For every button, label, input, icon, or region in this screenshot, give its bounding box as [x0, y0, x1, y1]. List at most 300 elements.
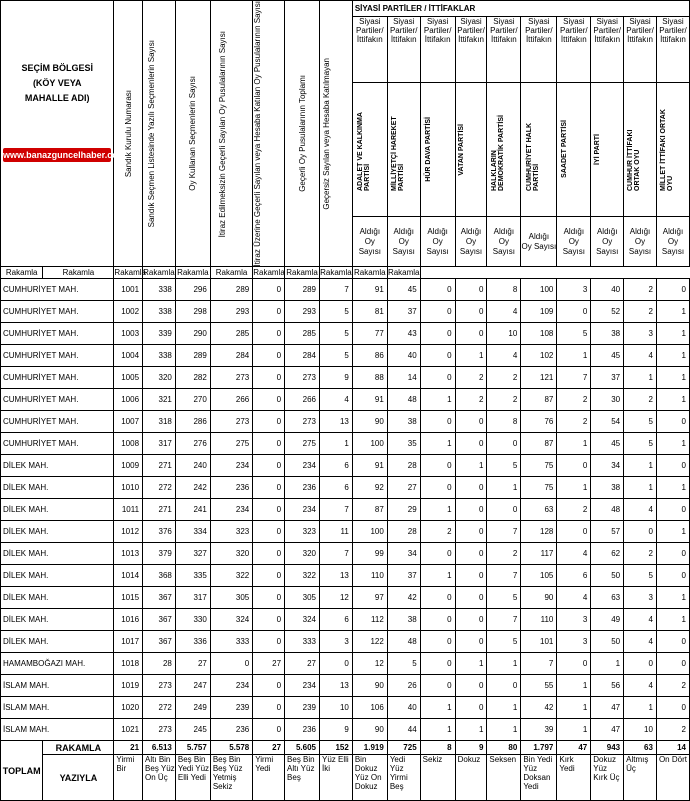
mahalle-name: DİLEK MAH. — [1, 499, 114, 521]
cell-value: 234 — [285, 499, 320, 521]
cell-value: 234 — [285, 675, 320, 697]
cell-value: 0 — [455, 675, 487, 697]
cell-value: 9 — [320, 367, 353, 389]
cell-value: 0 — [656, 631, 689, 653]
col-header-text: Geçersiz Sayılan veya Hesaba Katılmayan — [321, 57, 331, 210]
cell-value: 92 — [352, 477, 387, 499]
cell-value: 1 — [455, 345, 487, 367]
cell-value: 1 — [624, 697, 657, 719]
cell-value: 87 — [521, 433, 557, 455]
cell-value: 1 — [420, 719, 455, 741]
cell-value: 110 — [521, 609, 557, 631]
cell-value: 1 — [656, 301, 689, 323]
cell-value: 1 — [656, 389, 689, 411]
cell-value: 0 — [420, 301, 455, 323]
cell-value: 7 — [320, 543, 353, 565]
cell-value: 75 — [521, 477, 557, 499]
aldigi-label — [455, 217, 487, 267]
cell-value: 236 — [285, 477, 320, 499]
cell-value: 40 — [387, 697, 420, 719]
cell-value: 1 — [487, 653, 521, 675]
cell-value: 0 — [420, 543, 455, 565]
cell-value: 0 — [253, 279, 285, 301]
cell-value: 37 — [387, 565, 420, 587]
cell-value: 323 — [285, 521, 320, 543]
cell-value: 1 — [557, 433, 591, 455]
mahalle-name: HAMAMBOĞAZI MAH. — [1, 653, 114, 675]
cell-value: 1 — [487, 719, 521, 741]
cell-value: 2 — [624, 279, 657, 301]
cell-value: 0 — [656, 697, 689, 719]
parties-title: SİYASİ PARTİLER / İTTİFAKLAR — [352, 1, 689, 17]
party-sub-line: Partiler/ — [490, 25, 518, 35]
mahalle-name: DİLEK MAH. — [1, 477, 114, 499]
cell-value: 1 — [656, 323, 689, 345]
cell-value: 282 — [175, 367, 210, 389]
cell-value: 0 — [420, 609, 455, 631]
cell-value: 7 — [320, 279, 353, 301]
cell-value: 12 — [320, 587, 353, 609]
cell-value: 3 — [557, 609, 591, 631]
cell-value: 1 — [420, 433, 455, 455]
cell-value: 100 — [352, 433, 387, 455]
aldigi-line: Aldığı — [629, 226, 651, 236]
cell-value: 62 — [591, 543, 624, 565]
cell-value: 0 — [253, 455, 285, 477]
cell-value: 1 — [420, 389, 455, 411]
table-row — [1, 719, 690, 741]
cell-value: 0 — [420, 279, 455, 301]
cell-value: 7 — [557, 367, 591, 389]
total-rakamla-value: 14 — [656, 741, 689, 755]
cell-value: 0 — [557, 455, 591, 477]
cell-value: 90 — [352, 411, 387, 433]
aldigi-line: Oy Sayısı — [521, 241, 557, 251]
cell-value: 338 — [143, 301, 176, 323]
aldigi-label — [487, 217, 521, 267]
cell-value: 99 — [352, 543, 387, 565]
cell-value: 0 — [455, 565, 487, 587]
mahalle-name: İSLAM MAH. — [1, 675, 114, 697]
cell-value: 272 — [143, 477, 176, 499]
cell-value: 0 — [420, 345, 455, 367]
mahalle-name: DİLEK MAH. — [1, 609, 114, 631]
cell-value: 38 — [387, 609, 420, 631]
cell-value: 317 — [143, 433, 176, 455]
cell-value: 13 — [320, 411, 353, 433]
party-sub-line: İttifakın — [594, 34, 621, 44]
cell-value: 0 — [656, 455, 689, 477]
rakamla-label: Rakamla — [286, 268, 318, 278]
col-header-text: Sandık Kurulu Numarası — [123, 90, 133, 178]
cell-value: 1 — [455, 653, 487, 675]
cell-value: 1017 — [114, 631, 143, 653]
cell-value: 0 — [487, 499, 521, 521]
party-sub-line: Siyasi — [393, 16, 415, 26]
cell-value: 318 — [143, 411, 176, 433]
aldigi-line: Oy Sayısı — [358, 236, 381, 256]
cell-value: 3 — [624, 587, 657, 609]
cell-value: 2 — [455, 367, 487, 389]
cell-value: 245 — [175, 719, 210, 741]
rakamla-row-label: RAKAMLA — [43, 741, 114, 755]
party-name: VATAN PARTİSİ — [458, 123, 466, 176]
cell-value: 4 — [624, 609, 657, 631]
cell-value: 1 — [656, 521, 689, 543]
total-yaziyla-value: Yüz Elli İki — [320, 755, 353, 801]
region-header-cell — [1, 1, 126, 267]
table-row — [1, 587, 690, 609]
cell-value: 273 — [210, 367, 252, 389]
total-rakamla-value: 1.797 — [521, 741, 557, 755]
cell-value: 270 — [175, 389, 210, 411]
cell-value: 0 — [253, 389, 285, 411]
cell-value: 4 — [624, 345, 657, 367]
mahalle-name: DİLEK MAH. — [1, 565, 114, 587]
cell-value: 0 — [487, 433, 521, 455]
cell-value: 88 — [352, 367, 387, 389]
party-sub-label — [591, 16, 624, 82]
cell-value: 1 — [455, 455, 487, 477]
cell-value: 284 — [210, 345, 252, 367]
cell-value: 296 — [175, 279, 210, 301]
cell-value: 0 — [253, 411, 285, 433]
total-rakamla-value: 5.578 — [210, 741, 252, 755]
cell-value: 27 — [285, 653, 320, 675]
cell-value: 286 — [175, 411, 210, 433]
cell-value: 87 — [521, 389, 557, 411]
cell-value: 47 — [591, 697, 624, 719]
cell-value: 0 — [210, 653, 252, 675]
total-yaziyla-row — [1, 755, 690, 801]
party-name: CUMHURİYET HALK PARTİSİ — [525, 123, 540, 192]
mahalle-name: DİLEK MAH. — [1, 521, 114, 543]
cell-value: 236 — [210, 719, 252, 741]
cell-value: 239 — [210, 697, 252, 719]
party-sub-label — [352, 16, 387, 82]
col-header-itirazsiz — [210, 1, 252, 267]
cell-value: 0 — [420, 587, 455, 609]
cell-value: 5 — [487, 587, 521, 609]
cell-value: 4 — [557, 587, 591, 609]
cell-value: 241 — [175, 499, 210, 521]
cell-value: 289 — [210, 279, 252, 301]
total-rakamla-value: 8 — [420, 741, 455, 755]
cell-value: 330 — [175, 609, 210, 631]
cell-value: 0 — [420, 455, 455, 477]
cell-value: 128 — [521, 521, 557, 543]
mahalle-name: DİLEK MAH. — [1, 455, 114, 477]
cell-value: 2 — [624, 301, 657, 323]
cell-value: 0 — [420, 477, 455, 499]
website-banner[interactable]: www.banazguncelhaber.com — [3, 150, 126, 160]
party-sub-line: İttifakın — [660, 34, 686, 44]
cell-value: 76 — [521, 411, 557, 433]
cell-value: 44 — [387, 719, 420, 741]
cell-value: 273 — [285, 411, 320, 433]
total-rakamla-value: 725 — [387, 741, 420, 755]
cell-value: 0 — [455, 433, 487, 455]
aldigi-label — [420, 217, 455, 267]
cell-value: 275 — [210, 433, 252, 455]
cell-value: 1 — [557, 719, 591, 741]
cell-value: 1008 — [114, 433, 143, 455]
cell-value: 266 — [285, 389, 320, 411]
cell-value: 2 — [557, 499, 591, 521]
cell-value: 81 — [352, 301, 387, 323]
cell-value: 54 — [591, 411, 624, 433]
cell-value: 102 — [521, 345, 557, 367]
cell-value: 27 — [253, 653, 285, 675]
cell-value: 321 — [143, 389, 176, 411]
cell-value: 1020 — [114, 697, 143, 719]
table-row — [1, 565, 690, 587]
cell-value: 1004 — [114, 345, 143, 367]
cell-value: 26 — [387, 675, 420, 697]
cell-value: 1021 — [114, 719, 143, 741]
cell-value: 1 — [624, 477, 657, 499]
cell-value: 3 — [320, 631, 353, 653]
cell-value: 2 — [487, 389, 521, 411]
cell-value: 242 — [175, 477, 210, 499]
party-name: HÜR DAVA PARTİSİ — [424, 117, 432, 182]
mahalle-name: DİLEK MAH. — [1, 587, 114, 609]
cell-value: 11 — [320, 521, 353, 543]
cell-value: 334 — [175, 521, 210, 543]
cell-value: 90 — [352, 675, 387, 697]
cell-value: 293 — [210, 301, 252, 323]
total-yaziyla-value: Seksen — [487, 755, 521, 801]
cell-value: 3 — [557, 631, 591, 653]
cell-value: 37 — [387, 301, 420, 323]
cell-value: 0 — [253, 697, 285, 719]
cell-value: 320 — [285, 543, 320, 565]
party-sub-label — [624, 16, 657, 82]
cell-value: 247 — [175, 675, 210, 697]
aldigi-line: Oy Sayısı — [661, 236, 685, 256]
party-name-cell — [387, 82, 420, 217]
party-name-cell — [624, 82, 657, 217]
party-name: CUMHUR İTTİFAKI ORTAK OYU — [627, 129, 642, 192]
table-row — [1, 521, 690, 543]
total-yaziyla-value: Sekiz — [420, 755, 455, 801]
party-name-cell — [591, 82, 624, 217]
cell-value: 285 — [210, 323, 252, 345]
cell-value: 34 — [387, 543, 420, 565]
cell-value: 271 — [143, 499, 176, 521]
mahalle-name: DİLEK MAH. — [1, 631, 114, 653]
cell-value: 45 — [387, 279, 420, 301]
aldigi-line: Aldığı — [563, 226, 585, 236]
party-sub-line: Partiler/ — [423, 25, 452, 35]
cell-value: 34 — [591, 455, 624, 477]
cell-value: 91 — [352, 455, 387, 477]
cell-value: 0 — [420, 675, 455, 697]
cell-value: 0 — [253, 323, 285, 345]
aldigi-line: Aldığı — [528, 231, 550, 241]
cell-value: 40 — [387, 345, 420, 367]
mahalle-name: CUMHURİYET MAH. — [1, 367, 114, 389]
total-yaziyla-value: Yirmi Bir — [114, 755, 143, 801]
cell-value: 86 — [352, 345, 387, 367]
cell-value: 50 — [591, 565, 624, 587]
rakamla-label: Rakamla — [177, 268, 209, 278]
cell-value: 1 — [656, 587, 689, 609]
cell-value: 290 — [175, 323, 210, 345]
cell-value: 272 — [143, 697, 176, 719]
cell-value: 101 — [521, 631, 557, 653]
aldigi-line: Oy Sayısı — [426, 236, 449, 256]
cell-value: 1001 — [114, 279, 143, 301]
cell-value: 7 — [487, 609, 521, 631]
cell-value: 0 — [557, 653, 591, 675]
cell-value: 4 — [624, 631, 657, 653]
rakamla-label: Rakamla — [114, 268, 146, 278]
cell-value: 0 — [253, 301, 285, 323]
aldigi-label — [591, 217, 624, 267]
yaziyla-row-label: YAZIYLA — [43, 755, 114, 801]
cell-value: 1018 — [114, 653, 143, 675]
cell-value: 284 — [285, 345, 320, 367]
col-header-itirazli — [253, 1, 285, 267]
cell-value: 1009 — [114, 455, 143, 477]
cell-value: 38 — [591, 323, 624, 345]
cell-value: 0 — [656, 499, 689, 521]
mahalle-name: CUMHURİYET MAH. — [1, 345, 114, 367]
cell-value: 63 — [521, 499, 557, 521]
cell-value: 56 — [591, 675, 624, 697]
total-rakamla-value: 1.919 — [352, 741, 387, 755]
cell-value: 47 — [591, 719, 624, 741]
cell-value: 9 — [320, 719, 353, 741]
cell-value: 5 — [487, 455, 521, 477]
cell-value: 0 — [253, 631, 285, 653]
cell-value: 42 — [387, 587, 420, 609]
rakamla-label: Rakamla — [1, 267, 43, 279]
party-name: HALKLARIN DEMOKRATİK PARTİSİ — [490, 115, 505, 192]
cell-value: 239 — [285, 697, 320, 719]
aldigi-line: Aldığı — [596, 226, 618, 236]
cell-value: 0 — [253, 499, 285, 521]
table-row — [1, 279, 690, 301]
cell-value: 0 — [253, 521, 285, 543]
col-header-text: İtiraz Üzerine Geçerli Sayılan veya Hesaba Katılan Oy Pusulalarının Sayısı — [253, 1, 263, 267]
cell-value: 305 — [285, 587, 320, 609]
table-row — [1, 433, 690, 455]
cell-value: 7 — [320, 499, 353, 521]
cell-value: 273 — [285, 367, 320, 389]
mahalle-name: CUMHURİYET MAH. — [1, 411, 114, 433]
party-name: İYİ PARTİ — [594, 133, 602, 165]
cell-value: 2 — [656, 719, 689, 741]
cell-value: 367 — [143, 587, 176, 609]
cell-value: 63 — [591, 587, 624, 609]
cell-value: 336 — [175, 631, 210, 653]
cell-value: 1014 — [114, 565, 143, 587]
cell-value: 90 — [352, 719, 387, 741]
cell-value: 324 — [210, 609, 252, 631]
cell-value: 240 — [175, 455, 210, 477]
party-sub-line: İttifakın — [490, 34, 517, 44]
cell-value: 29 — [387, 499, 420, 521]
cell-value: 30 — [591, 389, 624, 411]
cell-value: 1 — [591, 653, 624, 675]
cell-value: 339 — [143, 323, 176, 345]
cell-value: 6 — [320, 455, 353, 477]
table-row — [1, 389, 690, 411]
mahalle-name: İSLAM MAH. — [1, 719, 114, 741]
party-sub-label — [557, 16, 591, 82]
cell-value: 0 — [253, 719, 285, 741]
cell-value: 13 — [320, 565, 353, 587]
cell-value: 90 — [521, 587, 557, 609]
party-sub-label — [455, 16, 487, 82]
total-rakamla-value: 943 — [591, 741, 624, 755]
total-yaziyla-value: Kırk Yedi — [557, 755, 591, 801]
cell-value: 1006 — [114, 389, 143, 411]
total-yaziyla-value: Beş Bin Altı Yüz Beş — [285, 755, 320, 801]
cell-value: 1013 — [114, 543, 143, 565]
cell-value: 0 — [455, 279, 487, 301]
cell-value: 1015 — [114, 587, 143, 609]
aldigi-line: Oy Sayısı — [562, 236, 585, 256]
cell-value: 38 — [591, 477, 624, 499]
cell-value: 0 — [253, 587, 285, 609]
aldigi-label — [521, 217, 557, 267]
cell-value: 0 — [253, 367, 285, 389]
cell-value: 75 — [521, 455, 557, 477]
cell-value: 1 — [557, 477, 591, 499]
region-label-line2: (KÖY VEYA — [32, 78, 82, 88]
cell-value: 333 — [285, 631, 320, 653]
cell-value: 37 — [591, 367, 624, 389]
cell-value: 48 — [387, 631, 420, 653]
aldigi-line: Aldığı — [427, 226, 448, 236]
cell-value: 0 — [320, 653, 353, 675]
cell-value: 317 — [175, 587, 210, 609]
table-row — [1, 411, 690, 433]
cell-value: 275 — [285, 433, 320, 455]
mahalle-name: CUMHURİYET MAH. — [1, 389, 114, 411]
cell-value: 1 — [487, 697, 521, 719]
aldigi-label — [557, 217, 591, 267]
cell-value: 1 — [557, 697, 591, 719]
cell-value: 28 — [387, 455, 420, 477]
cell-value: 91 — [352, 389, 387, 411]
cell-value: 249 — [175, 697, 210, 719]
cell-value: 1019 — [114, 675, 143, 697]
col-header-text: Geçerli Oy Pusulalarının Toplamı — [297, 75, 307, 193]
cell-value: 338 — [143, 279, 176, 301]
cell-value: 285 — [285, 323, 320, 345]
aldigi-line: Aldığı — [359, 226, 381, 236]
cell-value: 320 — [210, 543, 252, 565]
table-row — [1, 697, 690, 719]
cell-value: 1012 — [114, 521, 143, 543]
aldigi-line: Aldığı — [393, 226, 414, 236]
total-yaziyla-value: Beş Bin Yedi Yüz Elli Yedi — [175, 755, 210, 801]
party-name-cell — [455, 82, 487, 217]
cell-value: 0 — [455, 587, 487, 609]
cell-value: 55 — [521, 675, 557, 697]
rakamla-label: Rakamla — [320, 268, 352, 278]
table-row — [1, 631, 690, 653]
cell-value: 234 — [210, 675, 252, 697]
cell-value: 2 — [656, 675, 689, 697]
table-row — [1, 609, 690, 631]
party-name-cell — [656, 82, 689, 217]
party-name-cell — [420, 82, 455, 217]
